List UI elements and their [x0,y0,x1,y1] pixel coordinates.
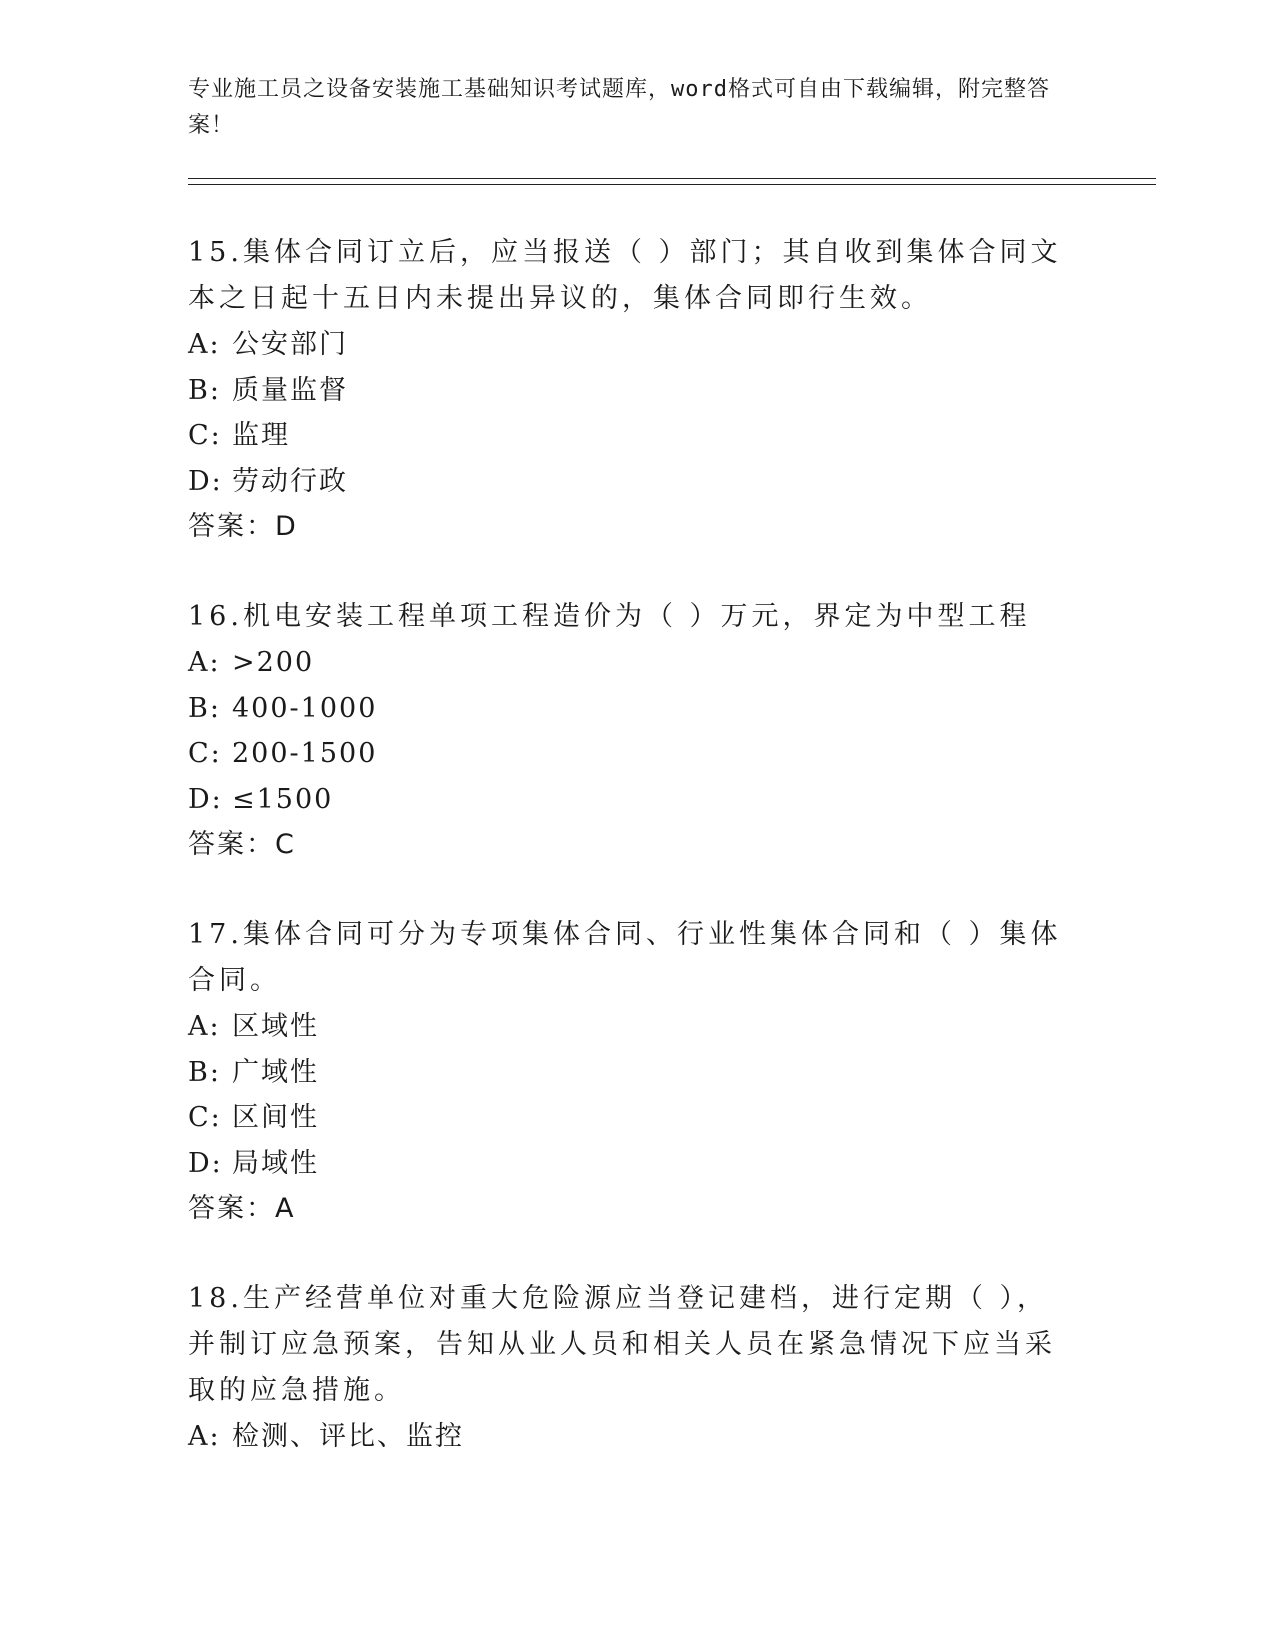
option-text: 区间性 [232,1102,319,1133]
option-text: 区域性 [232,1011,319,1042]
option-a [188,1004,1068,1050]
question-15 [188,230,1068,550]
option-a [188,640,1068,686]
question-18 [188,1276,1068,1460]
option-text: 400-1000 [232,692,378,724]
option-text: 局域性 [232,1147,319,1179]
option-letter: A: [188,1421,221,1452]
option-letter: B: [188,1056,221,1088]
option-letter: C: [188,1102,222,1133]
option-text: 公安部门 [232,329,348,360]
answer-line: 答案：C [188,829,296,860]
option-letter: A: [188,329,221,360]
option-letter: D: [188,1147,223,1179]
option-b [188,368,1068,414]
option-text: 劳动行政 [232,465,348,497]
option-c [188,731,1068,777]
question-stem: 17.集体合同可分为专项集体合同、行业性集体合同和（ ）集体合同。 [188,919,1062,996]
option-c [188,1095,1068,1141]
option-letter: D: [188,465,223,497]
option-text: 质量监督 [232,374,348,406]
header-divider-bottom [188,184,1156,185]
option-letter: B: [188,374,221,406]
option-text: 200-1500 [232,738,378,769]
option-text: ≤1500 [232,783,334,815]
question-stem: 16.机电安装工程单项工程造价为（ ）万元，界定为中型工程 [188,601,1031,632]
answer-line: 答案：D [188,511,298,542]
option-letter: D: [188,783,223,815]
header-divider-top [188,178,1156,179]
option-a [188,1414,1068,1460]
option-d [188,459,1068,505]
question-list [188,230,1068,1504]
option-text: 广域性 [232,1056,319,1088]
option-letter: A: [188,1011,221,1042]
option-text: 检测、评比、监控 [232,1421,464,1452]
option-letter: C: [188,738,222,769]
option-text: 监理 [232,420,290,451]
question-stem: 15.集体合同订立后，应当报送（ ）部门；其自收到集体合同文本之日起十五日内未提出异议的，集体合同即行生效。 [188,237,1062,314]
option-b [188,1050,1068,1096]
answer-line: 答案：A [188,1193,296,1224]
option-b [188,686,1068,732]
question-16 [188,594,1068,868]
option-c [188,413,1068,459]
option-d [188,1141,1068,1187]
question-stem: 18.生产经营单位对重大危险源应当登记建档，进行定期（ ），并制订应急预案，告知从业人员和相关人员在紧急情况下应当采取的应急措施。 [188,1283,1056,1406]
question-17 [188,912,1068,1232]
option-d [188,777,1068,823]
option-letter: B: [188,692,221,724]
document-header: 专业施工员之设备安装施工基础知识考试题库，word格式可自由下载编辑，附完整答案！ [188,77,1050,138]
option-text: >200 [232,647,315,678]
option-letter: A: [188,647,221,678]
option-letter: C: [188,420,222,451]
option-a [188,322,1068,368]
